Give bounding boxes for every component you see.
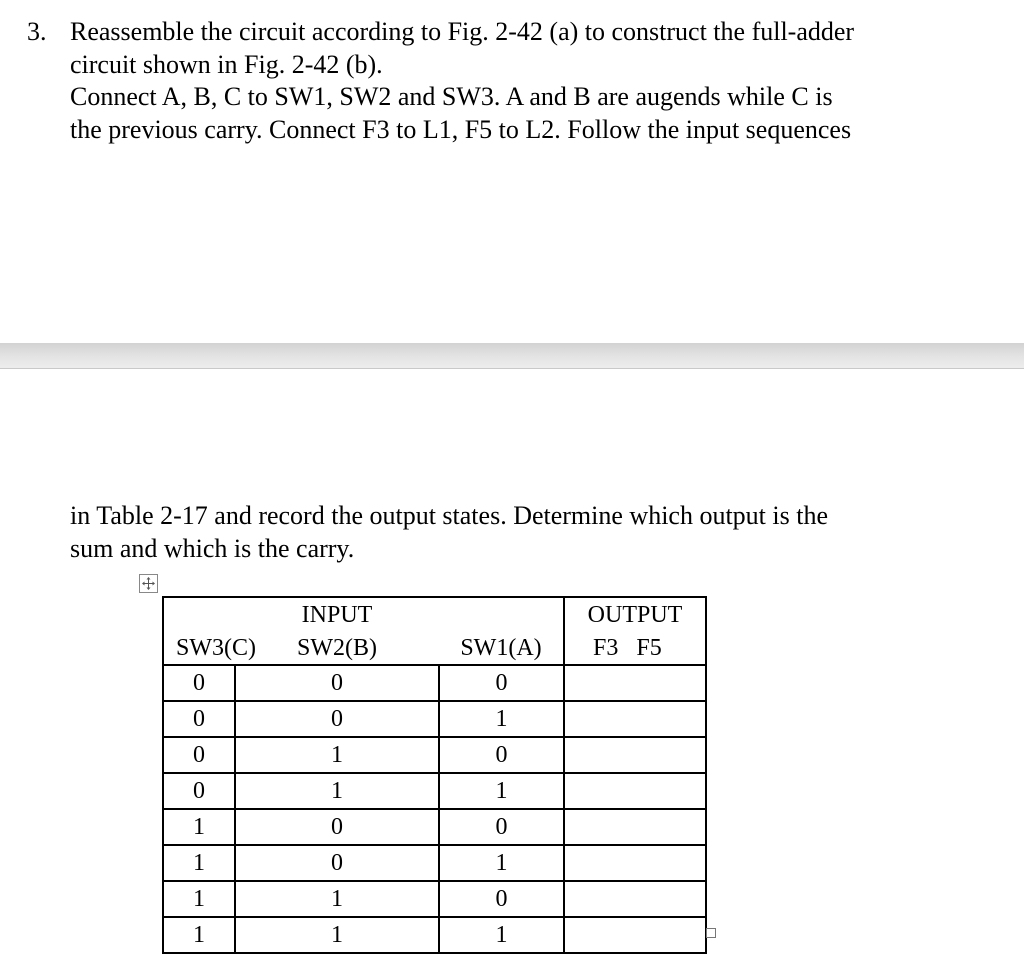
cell-sw1: 1 xyxy=(439,701,564,737)
table-row xyxy=(163,665,706,701)
cell-sw1: 0 xyxy=(439,665,564,701)
cell-sw2: 0 xyxy=(235,809,439,845)
question-number: 3. xyxy=(27,17,47,46)
cell-sw3: 1 xyxy=(163,881,235,917)
cell-output[interactable] xyxy=(564,773,706,809)
cell-sw1: 1 xyxy=(439,773,564,809)
table-row xyxy=(163,737,706,773)
text-line: circuit shown in Fig. 2-42 (b). xyxy=(70,49,383,79)
question-paragraph-1 xyxy=(70,16,854,146)
cell-sw1: 0 xyxy=(439,809,564,845)
text-line: in Table 2-17 and record the output states. Determine which output is the xyxy=(70,501,829,530)
cell-sw2: 1 xyxy=(235,773,439,809)
cell-sw3: 0 xyxy=(163,665,235,701)
cell-sw2: 1 xyxy=(235,737,439,773)
text-line: Connect A, B, C to SW1, SW2 and SW3. A and B are augends while C is xyxy=(70,82,833,111)
table-row xyxy=(163,845,706,881)
cell-sw3: 0 xyxy=(163,773,235,809)
cell-sw3: 1 xyxy=(163,917,235,953)
table-header-row-1 xyxy=(163,597,706,631)
cell-sw3: 1 xyxy=(163,809,235,845)
input-header: INPUT xyxy=(235,597,439,631)
header-blank xyxy=(439,597,564,631)
table-resize-handle[interactable] xyxy=(706,928,716,938)
column-header-sw1: SW1(A) xyxy=(439,631,564,665)
output-columns-header xyxy=(564,631,706,665)
cell-output[interactable] xyxy=(564,917,706,953)
table-row xyxy=(163,773,706,809)
cell-output[interactable] xyxy=(564,701,706,737)
table-row xyxy=(163,881,706,917)
text-line: Reassemble the circuit according to Fig. 2-42 (a) to construct the full-adder xyxy=(70,17,855,46)
cell-sw1: 1 xyxy=(439,917,564,953)
cell-sw3: 0 xyxy=(163,737,235,773)
output-header: OUTPUT xyxy=(564,597,706,631)
question-paragraph-2 xyxy=(70,500,828,565)
cell-sw1: 0 xyxy=(439,737,564,773)
text-line: sum and which is the carry. xyxy=(70,533,355,563)
cell-sw2: 0 xyxy=(235,665,439,701)
table-row xyxy=(163,809,706,845)
column-header-f5: F5 xyxy=(636,634,662,661)
column-header-sw3: SW3(C) xyxy=(163,631,235,665)
truth-table xyxy=(162,596,707,954)
cell-sw2: 1 xyxy=(235,917,439,953)
cell-output[interactable] xyxy=(564,737,706,773)
header-blank xyxy=(163,597,235,631)
table-header-row-2 xyxy=(163,631,706,665)
cell-sw1: 1 xyxy=(439,845,564,881)
cell-output[interactable] xyxy=(564,809,706,845)
table-move-handle-icon[interactable] xyxy=(139,574,158,593)
column-header-sw2: SW2(B) xyxy=(235,631,439,665)
cell-sw3: 1 xyxy=(163,845,235,881)
cell-output[interactable] xyxy=(564,665,706,701)
cell-sw2: 0 xyxy=(235,701,439,737)
page-break-separator xyxy=(0,343,1024,369)
column-header-f3: F3 xyxy=(593,634,619,661)
table-row xyxy=(163,917,706,953)
text-line: the previous carry. Connect F3 to L1, F5 to L2. Follow the input sequences xyxy=(70,114,852,144)
cell-sw3: 0 xyxy=(163,701,235,737)
table-row xyxy=(163,701,706,737)
cell-output[interactable] xyxy=(564,845,706,881)
cell-sw1: 0 xyxy=(439,881,564,917)
cell-sw2: 0 xyxy=(235,845,439,881)
cell-sw2: 1 xyxy=(235,881,439,917)
cell-output[interactable] xyxy=(564,881,706,917)
